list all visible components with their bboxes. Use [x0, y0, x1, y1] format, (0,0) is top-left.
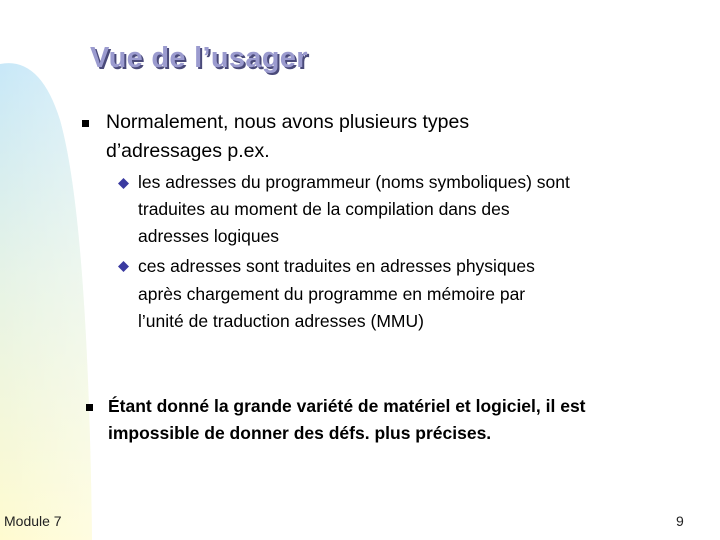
footer-module-label: Module 7 — [4, 513, 62, 529]
subbullet-1-line-2: traduites au moment de la compilation dans des — [138, 199, 510, 219]
bullet-square-icon — [82, 120, 89, 127]
subbullet-1-line-1: les adresses du programmeur (noms symboliques) sont — [138, 172, 570, 192]
subbullet-1-line-3: adresses logiques — [138, 226, 280, 246]
subbullet-2-line-2: après chargement du programme en mémoire par — [138, 284, 526, 304]
slide-title: Vue de l’usager — [90, 42, 308, 74]
bullet-diamond-icon — [118, 178, 129, 189]
subbullet-2-line-1: ces adresses sont traduites en adresses physiques — [138, 256, 535, 276]
bullet-square-icon — [86, 404, 93, 411]
bullet-2-line-1: Étant donné la grande variété de matériel et logiciel, il est — [108, 396, 586, 416]
footer-page-number: 9 — [676, 513, 684, 529]
subbullet-2-line-3: l’unité de traduction adresses (MMU) — [138, 311, 424, 331]
bullet-diamond-icon — [118, 261, 129, 272]
bullet-2-line-2: impossible de donner des défs. plus précises. — [108, 423, 492, 443]
bullet-1-line-1: Normalement, nous avons plusieurs types — [106, 111, 470, 133]
bullet-1-line-2: d’adressages p.ex. — [106, 140, 270, 162]
